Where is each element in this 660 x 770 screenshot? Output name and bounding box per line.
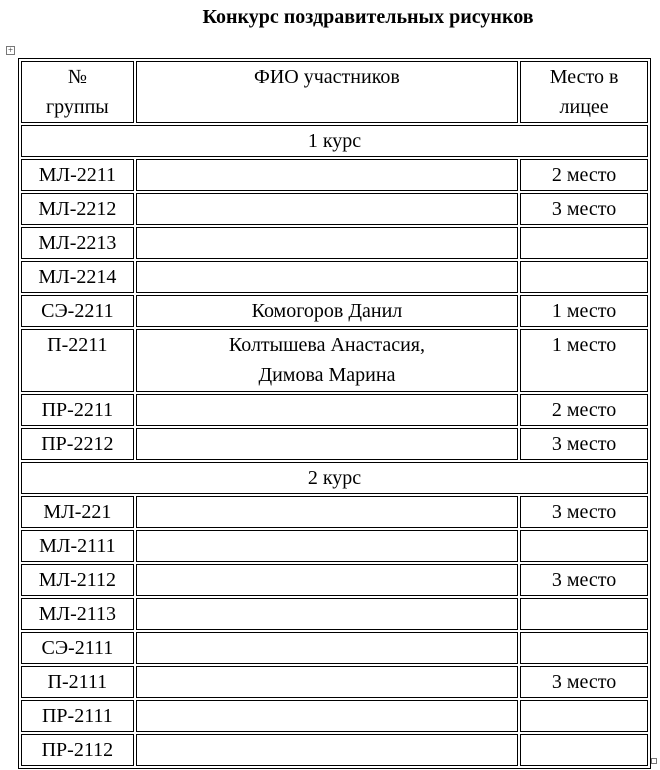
group-cell: ПР-2111 [21,700,134,732]
participants-cell [136,700,518,732]
header-place-line-2: лицее [559,96,609,118]
place-cell: 3 место [520,428,648,460]
participants-cell [136,632,518,664]
participants-cell [136,666,518,698]
table-row [21,394,648,426]
participants-cell [136,564,518,596]
table-row [21,564,648,596]
place-cell: 3 место [520,564,648,596]
table-row [21,530,648,562]
results-table-body [21,61,648,766]
participants-cell [136,496,518,528]
group-cell: ПР-2212 [21,428,134,460]
group-cell: МЛ-2212 [21,193,134,225]
table-row [21,159,648,191]
document-title: Конкурс поздравительных рисунков [202,6,534,28]
participants-cell [136,227,518,259]
participants-cell [136,261,518,293]
place-cell: 2 место [520,394,648,426]
table-row [21,598,648,630]
section-label-cell: 1 курс [21,125,648,157]
group-cell: ПР-2211 [21,394,134,426]
participants-cell [136,734,518,766]
group-cell: МЛ-221 [21,496,134,528]
place-cell: 1 место [520,295,648,327]
group-cell: П-2211 [21,329,134,392]
place-cell: 1 место [520,329,648,392]
table-row [21,428,648,460]
participants-cell [136,598,518,630]
section-label-cell: 2 курс [21,462,648,494]
table-row [21,261,648,293]
group-cell: МЛ-2213 [21,227,134,259]
header-group-cell [21,61,134,123]
table-row [21,329,648,392]
header-group-line-2: группы [45,96,109,118]
place-cell: 3 место [520,496,648,528]
participants-cell [136,193,518,225]
group-cell: МЛ-2214 [21,261,134,293]
table-row [21,193,648,225]
participants-cell [136,530,518,562]
participant-name: Колтышева Анастасия, [228,334,425,356]
group-cell: МЛ-2112 [21,564,134,596]
place-cell [520,261,648,293]
place-cell: 3 место [520,193,648,225]
place-cell [520,227,648,259]
participant-name: Димова Марина [258,364,396,386]
table-header-row [21,61,648,123]
table-move-handle-icon[interactable]: + [7,45,14,55]
section-row [21,462,648,494]
group-cell: СЭ-2111 [21,632,134,664]
group-cell: МЛ-2113 [21,598,134,630]
header-place-cell [520,61,648,123]
table-row [21,295,648,327]
table-row [21,227,648,259]
place-cell [520,700,648,732]
place-cell: 3 место [520,666,648,698]
header-participants-cell: ФИО участников [136,61,518,123]
group-cell: П-2111 [21,666,134,698]
place-cell [520,530,648,562]
table-row [21,700,648,732]
group-cell: ПР-2112 [21,734,134,766]
group-cell: МЛ-2211 [21,159,134,191]
table-row [21,632,648,664]
place-cell [520,734,648,766]
participants-cell [136,159,518,191]
place-cell [520,598,648,630]
participants-cell [136,394,518,426]
section-row [21,125,648,157]
group-cell: МЛ-2111 [21,530,134,562]
place-cell [520,632,648,664]
table-resize-handle[interactable] [651,758,657,764]
participants-cell [136,428,518,460]
participants-cell [136,295,518,327]
header-place-line-1: Место в [549,66,619,88]
table-row [21,666,648,698]
table-row [21,734,648,766]
header-group-line-1: № [67,66,87,88]
place-cell: 2 место [520,159,648,191]
results-table [18,58,651,769]
table-row [21,496,648,528]
participant-name: Комогоров Данил [251,300,403,322]
group-cell: СЭ-2211 [21,295,134,327]
participants-cell [136,329,518,392]
